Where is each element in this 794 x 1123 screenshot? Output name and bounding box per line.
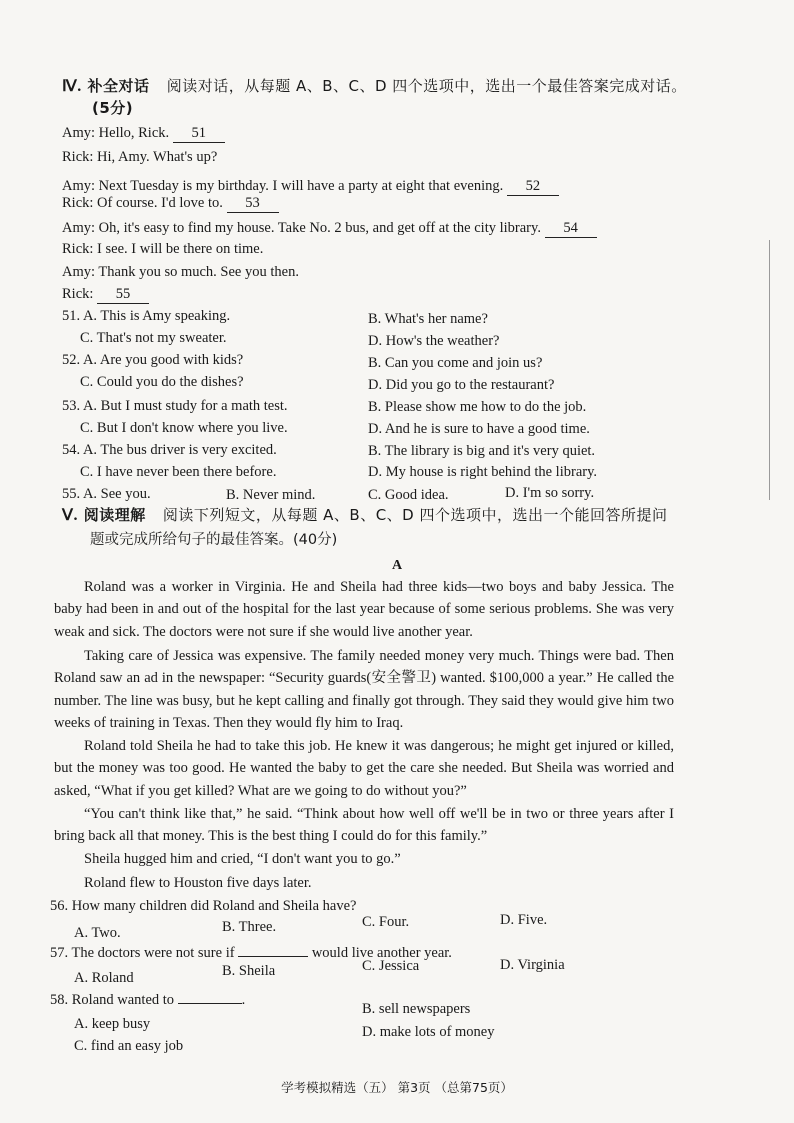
question-stem-pre: 57. The doctors were not sure if <box>50 945 235 961</box>
question-option: B. Please show me how to do the job. <box>368 399 587 415</box>
question-option: C. But I don't know where you live. <box>80 420 288 436</box>
section4-number: Ⅳ. <box>62 78 82 95</box>
scan-edge-line <box>769 240 770 500</box>
question-option: A. Two. <box>74 925 121 941</box>
answer-blank <box>238 956 308 957</box>
question-option: B. What's her name? <box>368 311 488 327</box>
question-option: B. Can you come and join us? <box>368 355 543 371</box>
question-option: 53. A. But I must study for a math test. <box>62 398 288 414</box>
question-option: C. find an easy job <box>74 1038 184 1054</box>
section5-instructions-cont: 题或完成所给句子的最佳答案。(40分) <box>90 532 338 548</box>
page-footer: 学考模拟精选（五） 第3页 （总第75页） <box>281 1080 513 1095</box>
dialogue-line <box>62 240 263 258</box>
passage-paragraph: Roland flew to Houston five days later. <box>84 875 312 891</box>
question-option: B. Sheila <box>222 963 276 979</box>
speaker: Rick: <box>62 286 94 302</box>
dialogue-line <box>62 263 299 281</box>
section5-heading <box>62 506 668 525</box>
dialogue-text: I see. I will be there on time. <box>97 241 264 257</box>
question-option: C. That's not my sweater. <box>80 330 227 346</box>
passage-paragraph: Taking care of Jessica was expensive. The family needed money very much. Things were bad. Then Roland saw an ad in the newspaper: “Security guards(安全警卫) wanted. $100,000 a year.” He called the number. The line was busy, but he kept calling and finally got through. They said they would give him two weeks of training in Texas. Then they would fly him to Iraq. <box>54 648 674 732</box>
dialogue-line <box>62 148 217 166</box>
answer-blank: 54 <box>545 219 597 238</box>
section4-title: 补全对话 <box>87 77 150 95</box>
dialogue-text: Thank you so much. See you then. <box>98 264 299 280</box>
question-option: D. And he is sure to have a good time. <box>368 421 590 437</box>
passage-paragraph: Roland was a worker in Virginia. He and Sheila had three kids—two boys and baby Jessica. The baby had been in and out of the hospital for the last year because of some serious problems. She was very weak and sick. The doctors were not sure if she would live another year. <box>54 579 674 640</box>
answer-blank: 51 <box>173 124 225 143</box>
section5-number: Ⅴ. <box>62 507 78 524</box>
question-option: C. Four. <box>362 914 410 930</box>
passage-paragraph: Roland told Sheila he had to take this job. He knew it was dangerous; he might get injured or killed, but the money was too good. He wanted the baby to get the care she needed. But Sheila was worried and asked, “What if you get killed? What are we going to do without you?” <box>54 738 674 799</box>
question-option: B. sell newspapers <box>362 1001 471 1017</box>
question-option: D. I'm so sorry. <box>505 485 595 501</box>
question-option: 54. A. The bus driver is very excited. <box>62 442 277 458</box>
section5-instructions: 阅读下列短文，从每题 A、B、C、D 四个选项中，选出一个能回答所提问 <box>162 506 668 524</box>
dialogue-text: Oh, it's easy to find my house. Take No. 2 bus, and get off at the city library. <box>98 220 541 236</box>
question-option: D. Did you go to the restaurant? <box>368 377 555 393</box>
dialogue-line <box>62 194 279 213</box>
question-option: 55. A. See you. <box>62 486 151 502</box>
question-stem-text: 58. Roland wanted to <box>50 992 175 1008</box>
question-option: D. My house is right behind the library. <box>368 464 598 480</box>
question-option: B. Three. <box>222 919 277 935</box>
section5-title: 阅读理解 <box>83 506 146 524</box>
question-stem-post: would live another year. <box>311 945 452 961</box>
answer-blank <box>178 1003 242 1004</box>
section4-points: (5分) <box>92 99 134 117</box>
dialogue-text: Hello, Rick. <box>98 125 170 141</box>
speaker: Rick: <box>62 241 94 257</box>
question-stem: 56. How many children did Roland and Sheila have? <box>50 898 357 914</box>
speaker: Rick: <box>62 195 94 211</box>
dialogue-line <box>62 124 225 143</box>
question-option: A. keep busy <box>74 1016 151 1032</box>
question-option: C. Good idea. <box>368 487 449 503</box>
dialogue-line <box>62 285 149 304</box>
question-option: A. Roland <box>74 970 134 986</box>
question-option: D. How's the weather? <box>368 333 500 349</box>
dialogue-line <box>62 219 597 238</box>
speaker: Rick: <box>62 149 94 165</box>
dialogue-text: Next Tuesday is my birthday. I will have a party at eight that evening. <box>98 178 504 194</box>
speaker: Amy: <box>62 220 96 236</box>
dialogue-text: Hi, Amy. What's up? <box>97 149 218 165</box>
question-option: B. The library is big and it's very quiet. <box>368 443 596 459</box>
speaker: Amy: <box>62 125 96 141</box>
question-option: D. make lots of money <box>362 1024 495 1040</box>
question-option: 52. A. Are you good with kids? <box>62 352 244 368</box>
question-stem: 58. Roland wanted to . <box>50 992 246 1008</box>
passage-label: A <box>391 558 403 573</box>
speaker: Amy: <box>62 178 96 194</box>
passage-paragraph: “You can't think like that,” he said. “Think about how well off we'll be in two or three years after I bring back all that money. This is the best thing I could do for this family.” <box>54 806 674 845</box>
question-option: C. Could you do the dishes? <box>80 374 244 390</box>
answer-blank: 53 <box>227 194 279 213</box>
dialogue-text: Of course. I'd love to. <box>97 195 223 211</box>
question-option: C. I have never been there before. <box>80 464 277 480</box>
question-option: C. Jessica <box>362 958 420 974</box>
question-option: D. Virginia <box>500 957 565 973</box>
question-option: 51. A. This is Amy speaking. <box>62 308 231 324</box>
speaker: Amy: <box>62 264 96 280</box>
answer-blank: 52 <box>507 177 559 196</box>
question-option: B. Never mind. <box>226 487 316 503</box>
section4-instructions: 阅读对话，从每题 A、B、C、D 四个选项中，选出一个最佳答案完成对话。 <box>166 77 687 95</box>
section4-heading <box>62 77 687 96</box>
answer-blank: 55 <box>97 285 149 304</box>
passage-paragraph: Sheila hugged him and cried, “I don't want you to go.” <box>84 851 401 867</box>
question-option: D. Five. <box>500 912 548 928</box>
